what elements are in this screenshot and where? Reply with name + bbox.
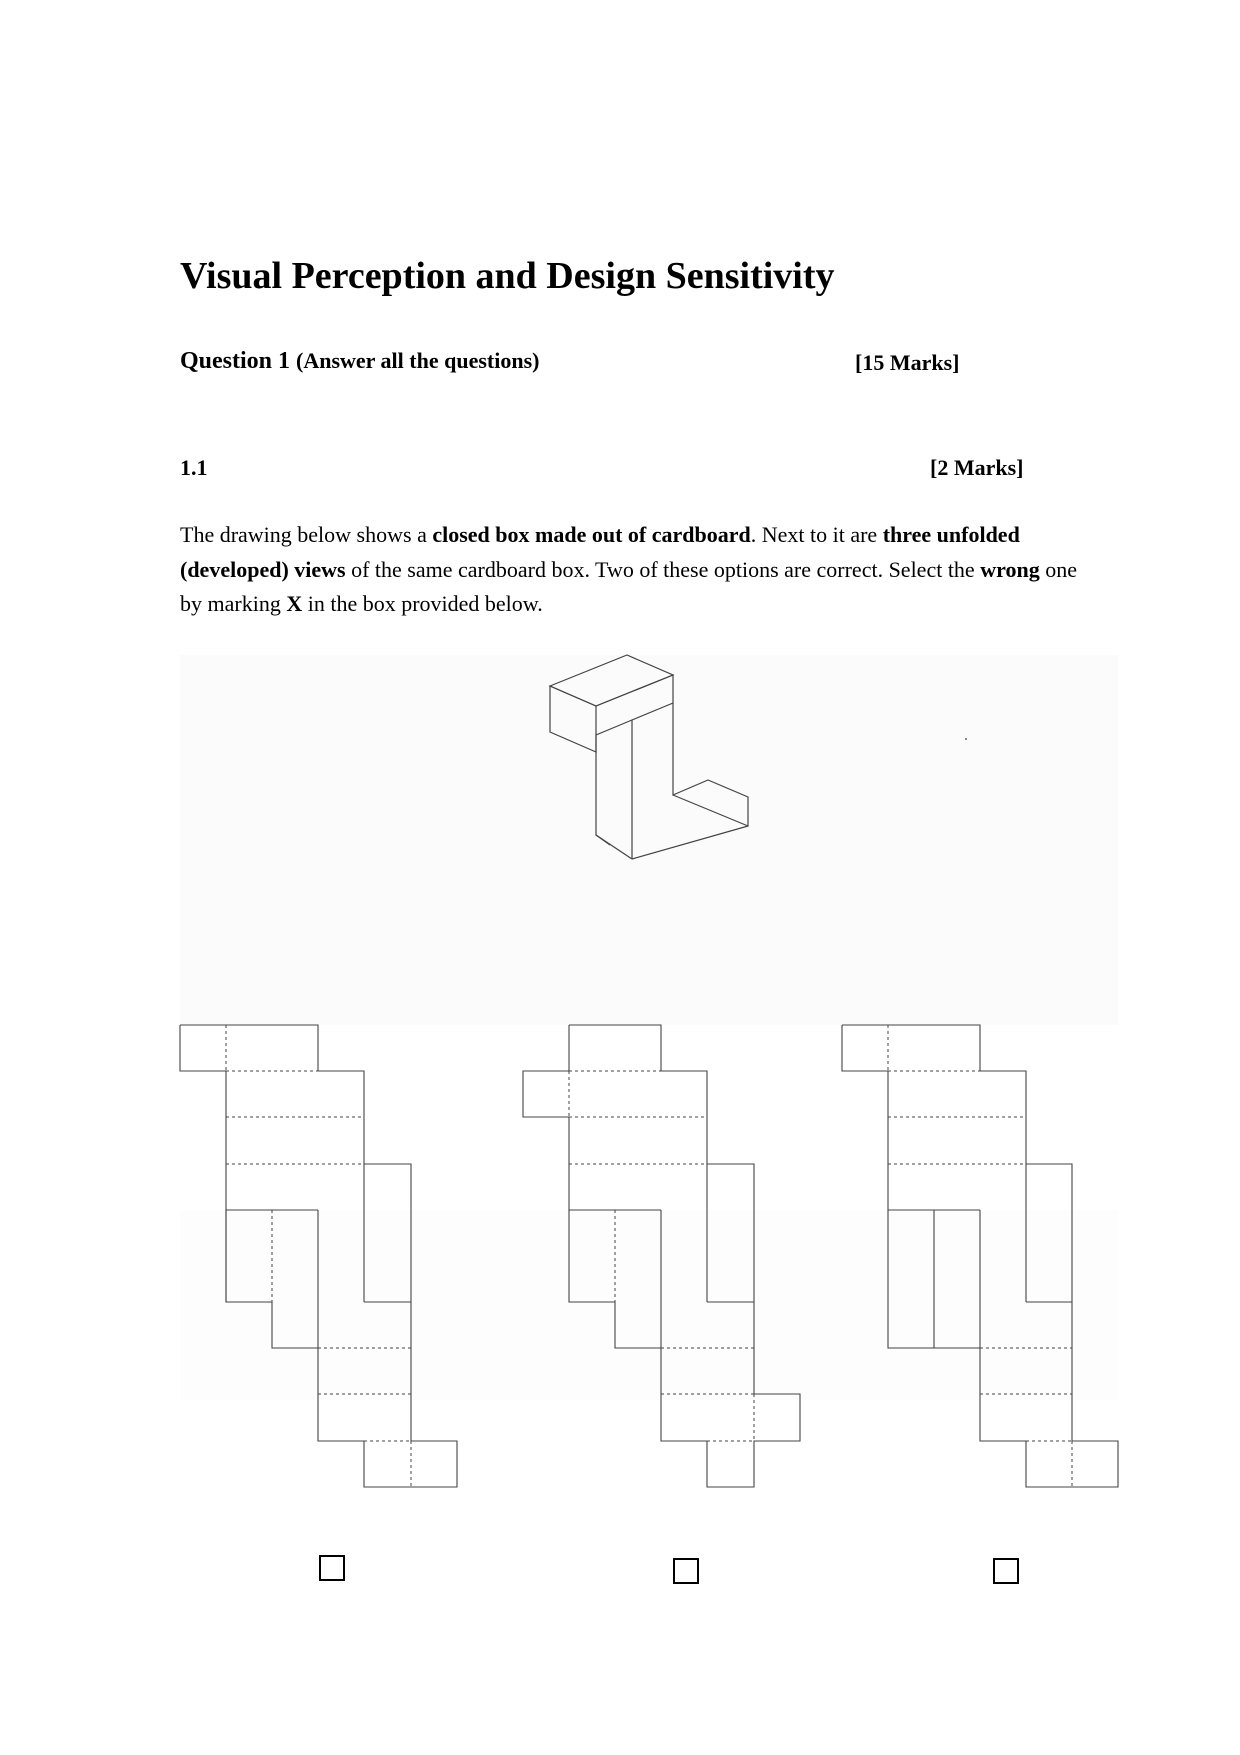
box-middle-left <box>596 752 632 859</box>
text-run: in the box provided below. <box>302 591 543 616</box>
box-left-end <box>550 686 596 752</box>
text-run: of the same cardboard box. Two of these options are correct. Select the <box>345 556 981 582</box>
item-marks: [2 Marks] <box>930 455 1024 480</box>
box-upper-front <box>596 675 673 859</box>
text-run: one by marking <box>180 556 1077 616</box>
question-instruction: (Answer all the questions) <box>296 348 540 373</box>
answer-checkbox-option-2[interactable] <box>673 1558 699 1584</box>
text-run-bold: wrong <box>980 556 1040 582</box>
net-option-2 <box>523 1025 800 1487</box>
question-label: Question 1 <box>180 348 291 374</box>
question-marks: [15 Marks] <box>855 350 960 375</box>
box-notch <box>596 835 610 845</box>
net-solid-lines <box>180 1025 457 1487</box>
page-title: Visual Perception and Design Sensitivity <box>180 255 835 297</box>
box-top-face <box>550 655 673 706</box>
dot-mark <box>965 738 967 740</box>
box-step-edge <box>596 720 632 752</box>
text-run-bold: three unfolded (developed) views <box>180 522 1020 582</box>
text-run-bold: closed box made out of cardboard <box>432 522 751 547</box>
answer-checkbox-option-1[interactable] <box>319 1555 345 1581</box>
net-option-3 <box>842 1025 1118 1487</box>
net-option-1 <box>180 1025 457 1487</box>
box-lower-edge <box>673 795 748 826</box>
net-solid-lines <box>523 1025 800 1487</box>
box-lower-part <box>632 703 748 859</box>
text-run-bold: X <box>286 591 303 616</box>
net-solid-lines <box>842 1025 1118 1487</box>
isometric-box-drawing <box>550 655 748 859</box>
text-run: . Next to it are <box>750 522 883 547</box>
answer-checkbox-option-3[interactable] <box>993 1558 1019 1584</box>
text-run: The drawing below shows a <box>180 522 433 547</box>
item-number: 1.1 <box>180 455 208 480</box>
